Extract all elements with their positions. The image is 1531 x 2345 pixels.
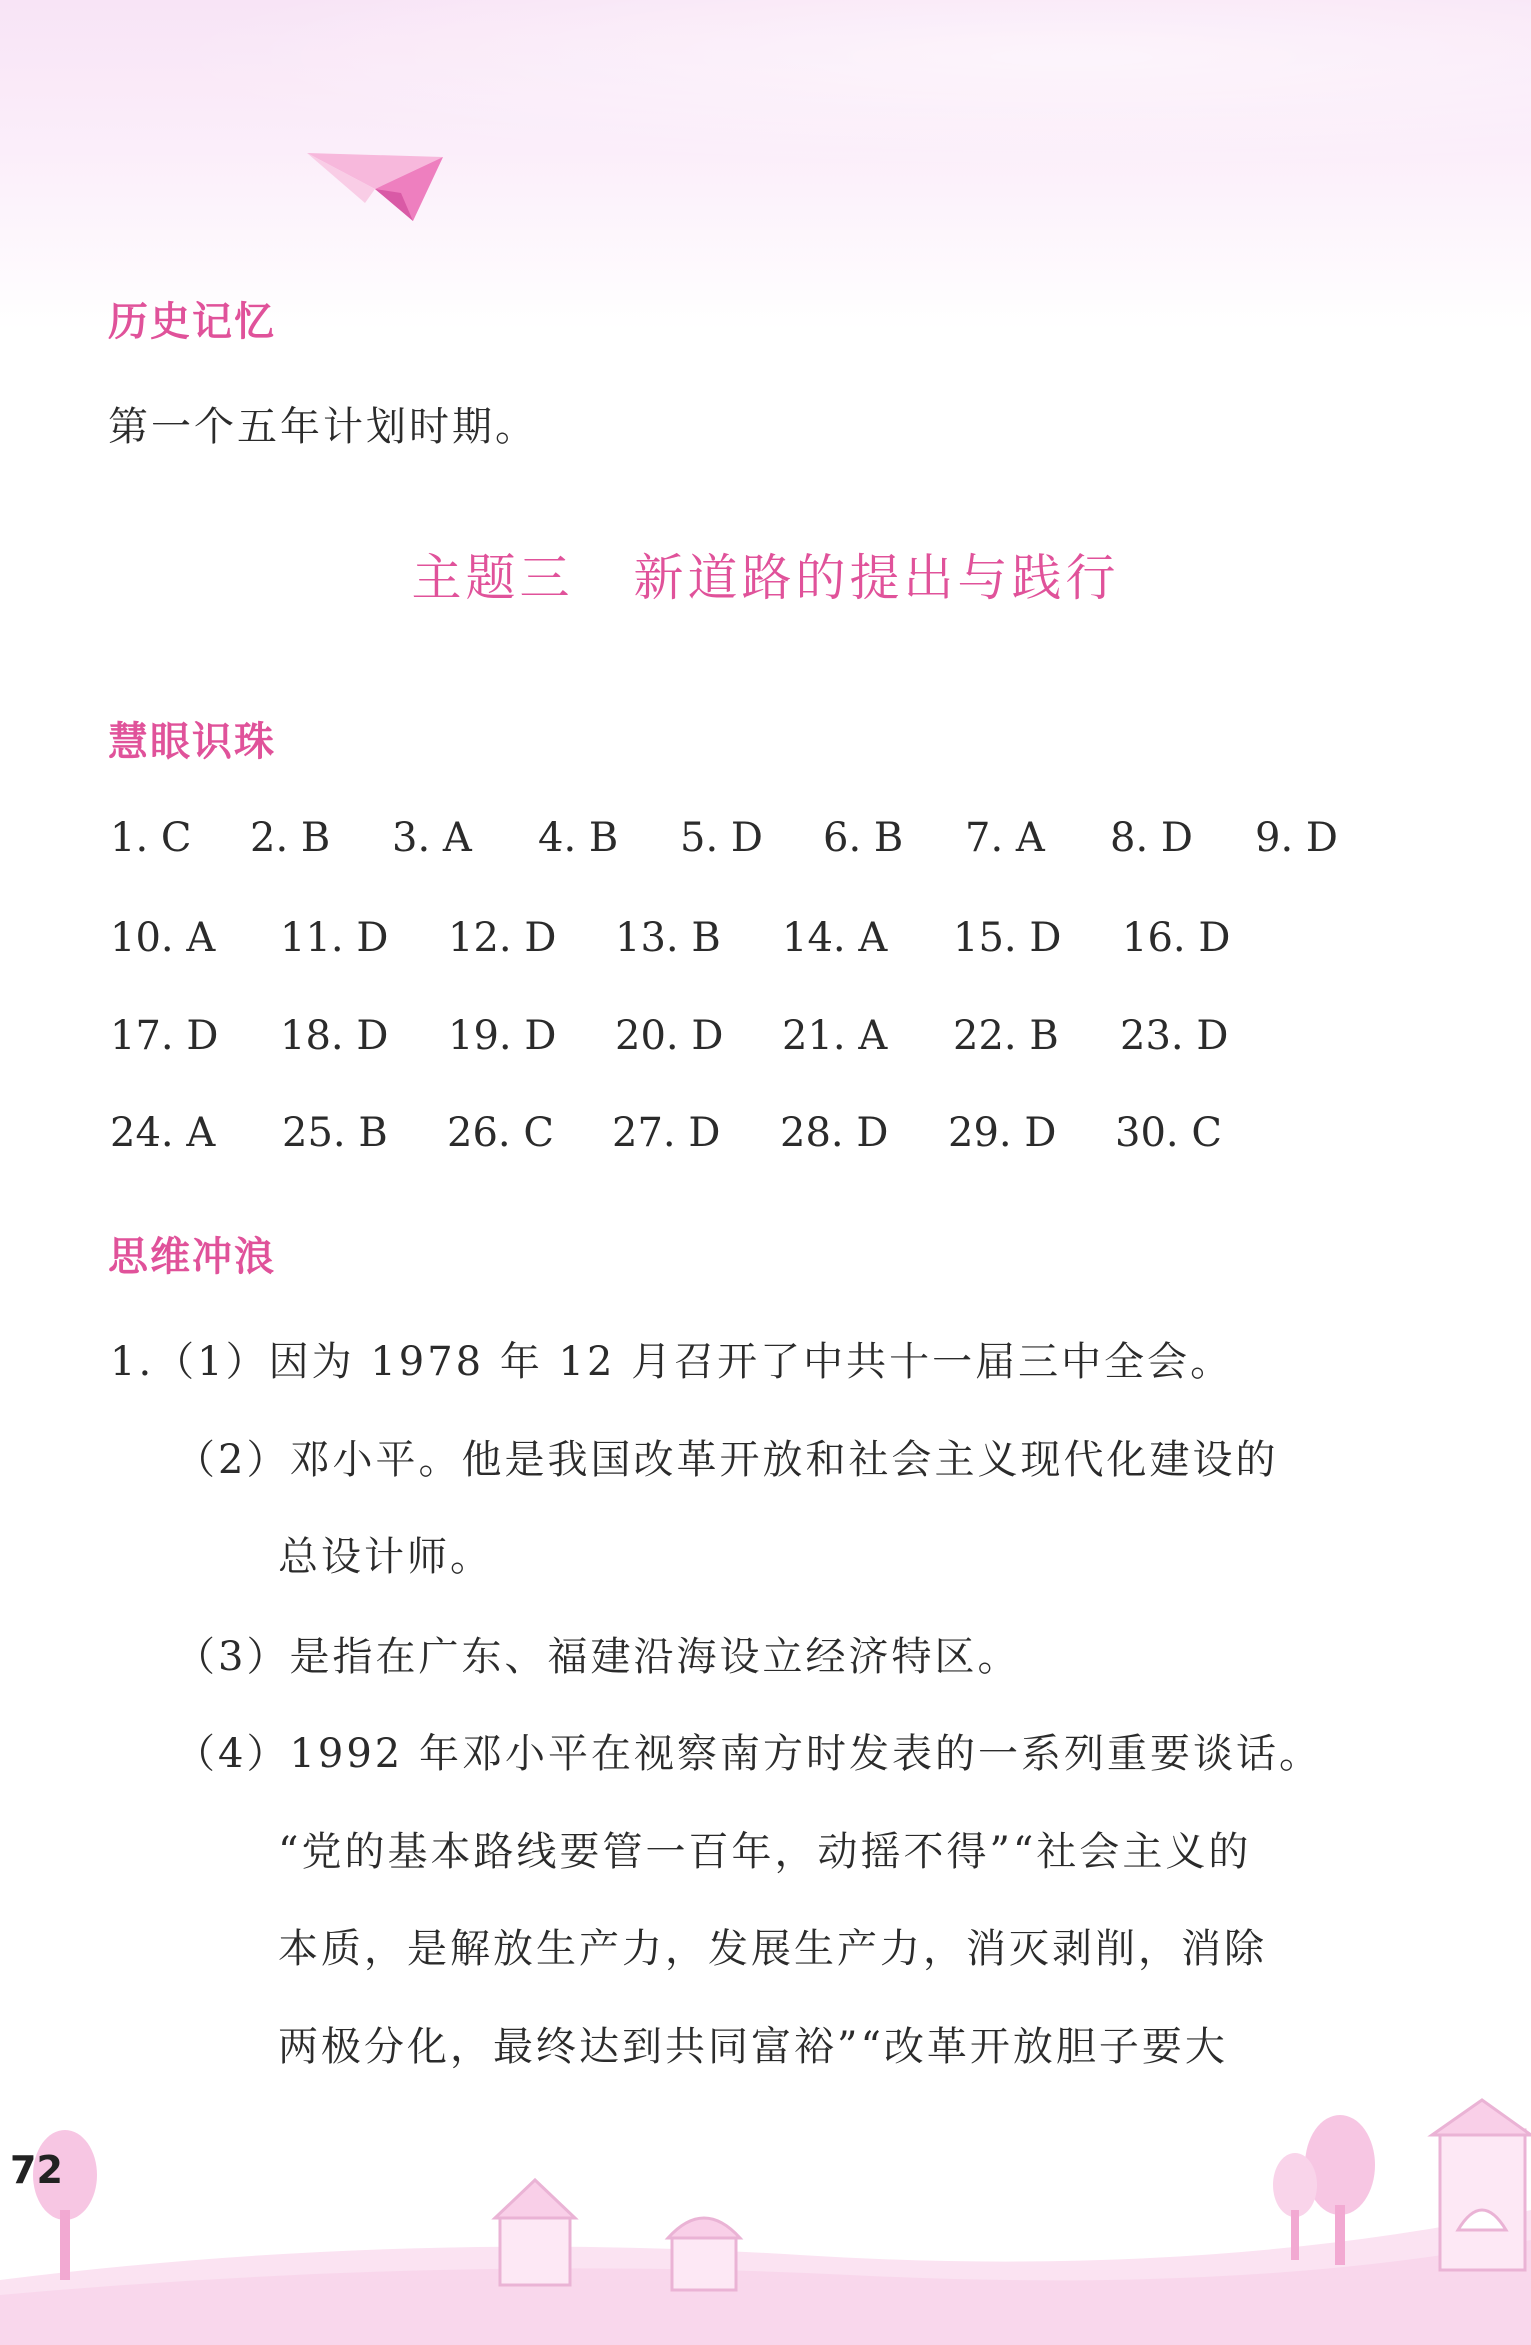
answer-item: 1. C	[110, 815, 192, 861]
page-number: 72	[10, 2148, 63, 2192]
answer-item: 24. A	[110, 1110, 216, 1156]
answer-item: 9. D	[1255, 815, 1338, 861]
theme-title	[0, 538, 1531, 610]
answer-item: 29. D	[948, 1110, 1057, 1156]
answer-item: 23. D	[1120, 1013, 1229, 1059]
answer-item: 18. D	[280, 1013, 389, 1059]
bottom-decoration	[0, 2080, 1531, 2345]
answer-item: 27. D	[612, 1110, 721, 1156]
section-heading-history: 历史记忆	[108, 298, 276, 345]
question-line: （4）1992 年邓小平在视察南方时发表的一系列重要谈话。	[175, 1731, 1322, 1777]
theme-name: 新道路的提出与践行	[633, 549, 1120, 607]
history-answer: 第一个五年计划时期。	[108, 404, 538, 450]
theme-label: 主题三	[411, 549, 574, 607]
answer-item: 20. D	[615, 1013, 724, 1059]
answer-item: 25. B	[282, 1110, 388, 1156]
paper-plane-icon	[305, 145, 445, 225]
section-heading-choice: 慧眼识珠	[108, 718, 276, 765]
answer-item: 21. A	[782, 1013, 888, 1059]
answer-item: 5. D	[680, 815, 763, 861]
answer-item: 22. B	[953, 1013, 1059, 1059]
answer-item: 28. D	[780, 1110, 889, 1156]
answer-item: 3. A	[392, 815, 472, 861]
answer-item: 19. D	[448, 1013, 557, 1059]
question-line: 1.（1）因为 1978 年 12 月召开了中共十一届三中全会。	[110, 1339, 1234, 1385]
answer-item: 30. C	[1115, 1110, 1222, 1156]
answer-item: 6. B	[823, 815, 904, 861]
answer-item: 15. D	[953, 915, 1062, 961]
answer-item: 14. A	[782, 915, 888, 961]
answer-item: 12. D	[448, 915, 557, 961]
question-line: 两极分化，最终达到共同富裕”“改革开放胆子要大	[278, 2024, 1228, 2070]
answer-item: 13. B	[615, 915, 721, 961]
answer-item: 26. C	[447, 1110, 554, 1156]
question-line: （3）是指在广东、福建沿海设立经济特区。	[175, 1634, 1021, 1680]
answer-item: 16. D	[1122, 915, 1231, 961]
answer-item: 4. B	[538, 815, 619, 861]
house-icon	[1432, 2100, 1531, 2270]
answer-item: 2. B	[250, 815, 331, 861]
question-line: “党的基本路线要管一百年，动摇不得”“社会主义的	[278, 1829, 1252, 1875]
house-icon	[495, 2180, 575, 2285]
house-icon	[668, 2218, 740, 2290]
question-line: 总设计师。	[278, 1534, 493, 1580]
answer-item: 10. A	[110, 915, 216, 961]
question-line: 本质，是解放生产力，发展生产力，消灭剥削，消除	[278, 1926, 1267, 1972]
answer-item: 11. D	[280, 915, 389, 961]
question-line: （2）邓小平。他是我国改革开放和社会主义现代化建设的	[175, 1437, 1279, 1483]
section-heading-thinking: 思维冲浪	[108, 1233, 276, 1280]
answer-item: 7. A	[965, 815, 1045, 861]
answer-item: 8. D	[1110, 815, 1193, 861]
answer-item: 17. D	[110, 1013, 219, 1059]
top-decorative-band	[0, 0, 1531, 330]
